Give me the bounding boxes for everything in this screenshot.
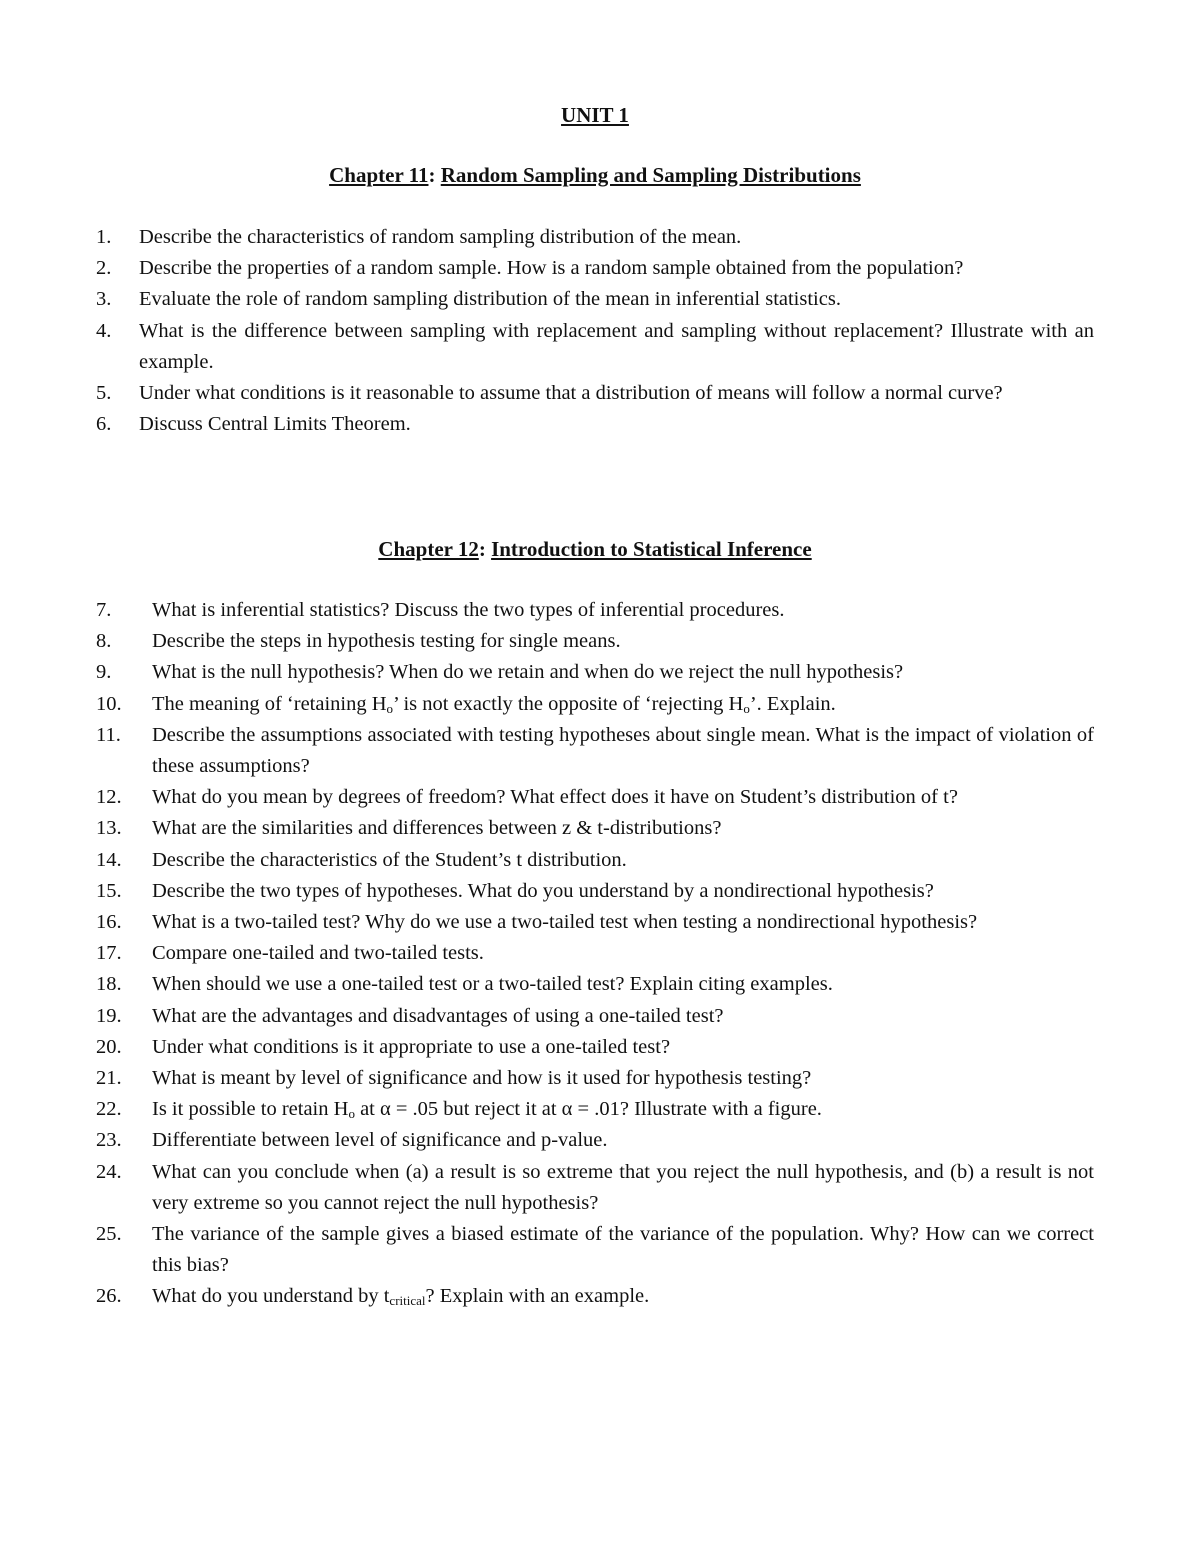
question-text: What is a two-tailed test? Why do we use a two-tailed test when testing a nondirectional hypothesis? [152, 911, 978, 934]
question-item [96, 595, 1094, 626]
question-text-part: ’. Explain. [749, 692, 836, 715]
question-text: What is meant by level of significance and how is it used for hypothesis testing? [152, 1067, 812, 1090]
chapter-12-heading [0, 535, 1190, 563]
question-item [96, 813, 1094, 844]
question-number: 22. [96, 1098, 122, 1121]
question-item [96, 657, 1094, 688]
question-text: What are the similarities and differences between z & t-distributions? [152, 817, 722, 840]
question-text: Discuss Central Limits Theorem. [139, 413, 411, 436]
question-number: 11. [96, 723, 121, 746]
question-text: Evaluate the role of random sampling distribution of the mean in inferential statistics. [139, 288, 841, 311]
chapter-11-title: Random Sampling and Sampling Distributions [440, 163, 861, 187]
question-item [96, 969, 1094, 1000]
question-number: 25. [96, 1223, 122, 1246]
question-text: What can you conclude when (a) a result is so extreme that you reject the null hypothesis, and (b) a result is not very extreme so you cannot reject the null hypothesis? [152, 1160, 1094, 1214]
question-number: 15. [96, 879, 122, 902]
chapter-11-question-list [96, 222, 1094, 440]
question-number: 21. [96, 1067, 122, 1090]
question-number: 16. [96, 911, 122, 934]
unit-title: UNIT 1 [561, 103, 629, 127]
question-text-part: The meaning of ‘retaining H [152, 692, 387, 715]
question-text: Describe the characteristics of the Student’s t distribution. [152, 848, 627, 871]
question-number: 13. [96, 817, 122, 840]
question-item [96, 222, 1094, 253]
question-text: Describe the properties of a random sample. How is a random sample obtained from the population? [139, 257, 964, 280]
question-item [96, 1001, 1094, 1032]
question-text: What is inferential statistics? Discuss the two types of inferential procedures. [152, 599, 785, 621]
chapter-12-title: Introduction to Statistical Inference [491, 537, 812, 561]
question-text: The variance of the sample gives a biased estimate of the variance of the population. Why? How can we correct this bias? [152, 1223, 1094, 1277]
question-number: 6. [96, 413, 112, 436]
question-text: What are the advantages and disadvantages of using a one-tailed test? [152, 1004, 724, 1027]
question-text: What do you mean by degrees of freedom? What effect does it have on Student’s distribution of t? [152, 786, 958, 809]
question-text: Differentiate between level of significance and p-value. [152, 1129, 608, 1152]
question-item [96, 845, 1094, 876]
question-number: 24. [96, 1160, 122, 1183]
chapter-11-separator: : [428, 163, 436, 187]
chapter-12-separator: : [478, 537, 486, 561]
question-item [96, 1094, 1094, 1125]
question-number: 19. [96, 1004, 122, 1027]
question-number: 1. [96, 226, 112, 248]
question-item [96, 1157, 1094, 1219]
question-item [96, 253, 1094, 284]
question-item [96, 284, 1094, 315]
question-text-part: What do you understand by t [152, 1285, 390, 1308]
question-item [96, 782, 1094, 813]
subscript-o: o [348, 1106, 355, 1122]
subscript-o: o [743, 700, 750, 716]
question-number: 17. [96, 942, 122, 965]
question-text-part: ? Explain with an example. [425, 1285, 650, 1308]
question-item [96, 720, 1094, 782]
question-number: 4. [96, 319, 112, 342]
question-number: 26. [96, 1285, 122, 1308]
question-number: 9. [96, 661, 112, 684]
question-item [96, 689, 1094, 720]
question-text: Compare one-tailed and two-tailed tests. [152, 942, 484, 965]
question-number: 10. [96, 692, 122, 715]
question-item [96, 626, 1094, 657]
question-number: 18. [96, 973, 122, 996]
question-item [96, 1032, 1094, 1063]
question-text: Under what conditions is it appropriate to use a one-tailed test? [152, 1035, 671, 1058]
question-number: 2. [96, 257, 112, 280]
question-item [96, 938, 1094, 969]
question-text: Describe the characteristics of random sampling distribution of the mean. [139, 226, 742, 248]
question-number: 5. [96, 382, 112, 405]
subscript-o: o [386, 700, 394, 716]
question-item [96, 1281, 1094, 1312]
question-text: Describe the steps in hypothesis testing for single means. [152, 630, 621, 653]
chapter-12-label: Chapter 12 [378, 537, 479, 561]
question-text: Describe the assumptions associated with testing hypotheses about single mean. What is the impact of violation of these assumptions? [152, 723, 1094, 778]
question-item [96, 378, 1094, 409]
question-number: 7. [96, 599, 112, 621]
question-number: 14. [96, 848, 122, 871]
question-item [96, 316, 1094, 378]
chapter-12-question-list [96, 595, 1094, 1313]
chapter-11-label: Chapter 11 [329, 163, 429, 187]
question-item [96, 907, 1094, 938]
question-number: 12. [96, 786, 122, 809]
question-text: Describe the two types of hypotheses. What do you understand by a nondirectional hypothesis? [152, 879, 934, 902]
question-item [96, 1219, 1094, 1281]
question-item [96, 409, 1094, 440]
chapter-11-heading [0, 161, 1190, 189]
question-number: 23. [96, 1129, 122, 1152]
subscript-critical: critical [389, 1293, 426, 1309]
question-number: 8. [96, 630, 112, 653]
question-number: 3. [96, 288, 112, 311]
question-text: When should we use a one-tailed test or a two-tailed test? Explain citing examples. [152, 973, 833, 996]
question-text: Under what conditions is it reasonable to assume that a distribution of means will follow a normal curve? [139, 382, 1003, 405]
question-item [96, 876, 1094, 907]
question-item [96, 1125, 1094, 1156]
question-item [96, 1063, 1094, 1094]
question-text-part: at α = .05 but reject it at α = .01? Illustrate with a figure. [354, 1098, 822, 1121]
question-number: 20. [96, 1035, 122, 1058]
question-text: What is the difference between sampling with replacement and sampling without replacement? Illustrate with an example. [139, 319, 1094, 373]
question-text: What is the null hypothesis? When do we retain and when do we reject the null hypothesis? [152, 661, 904, 684]
question-text-part: ’ is not exactly the opposite of ‘rejecting H [393, 692, 744, 715]
question-text-part: Is it possible to retain H [152, 1098, 349, 1121]
